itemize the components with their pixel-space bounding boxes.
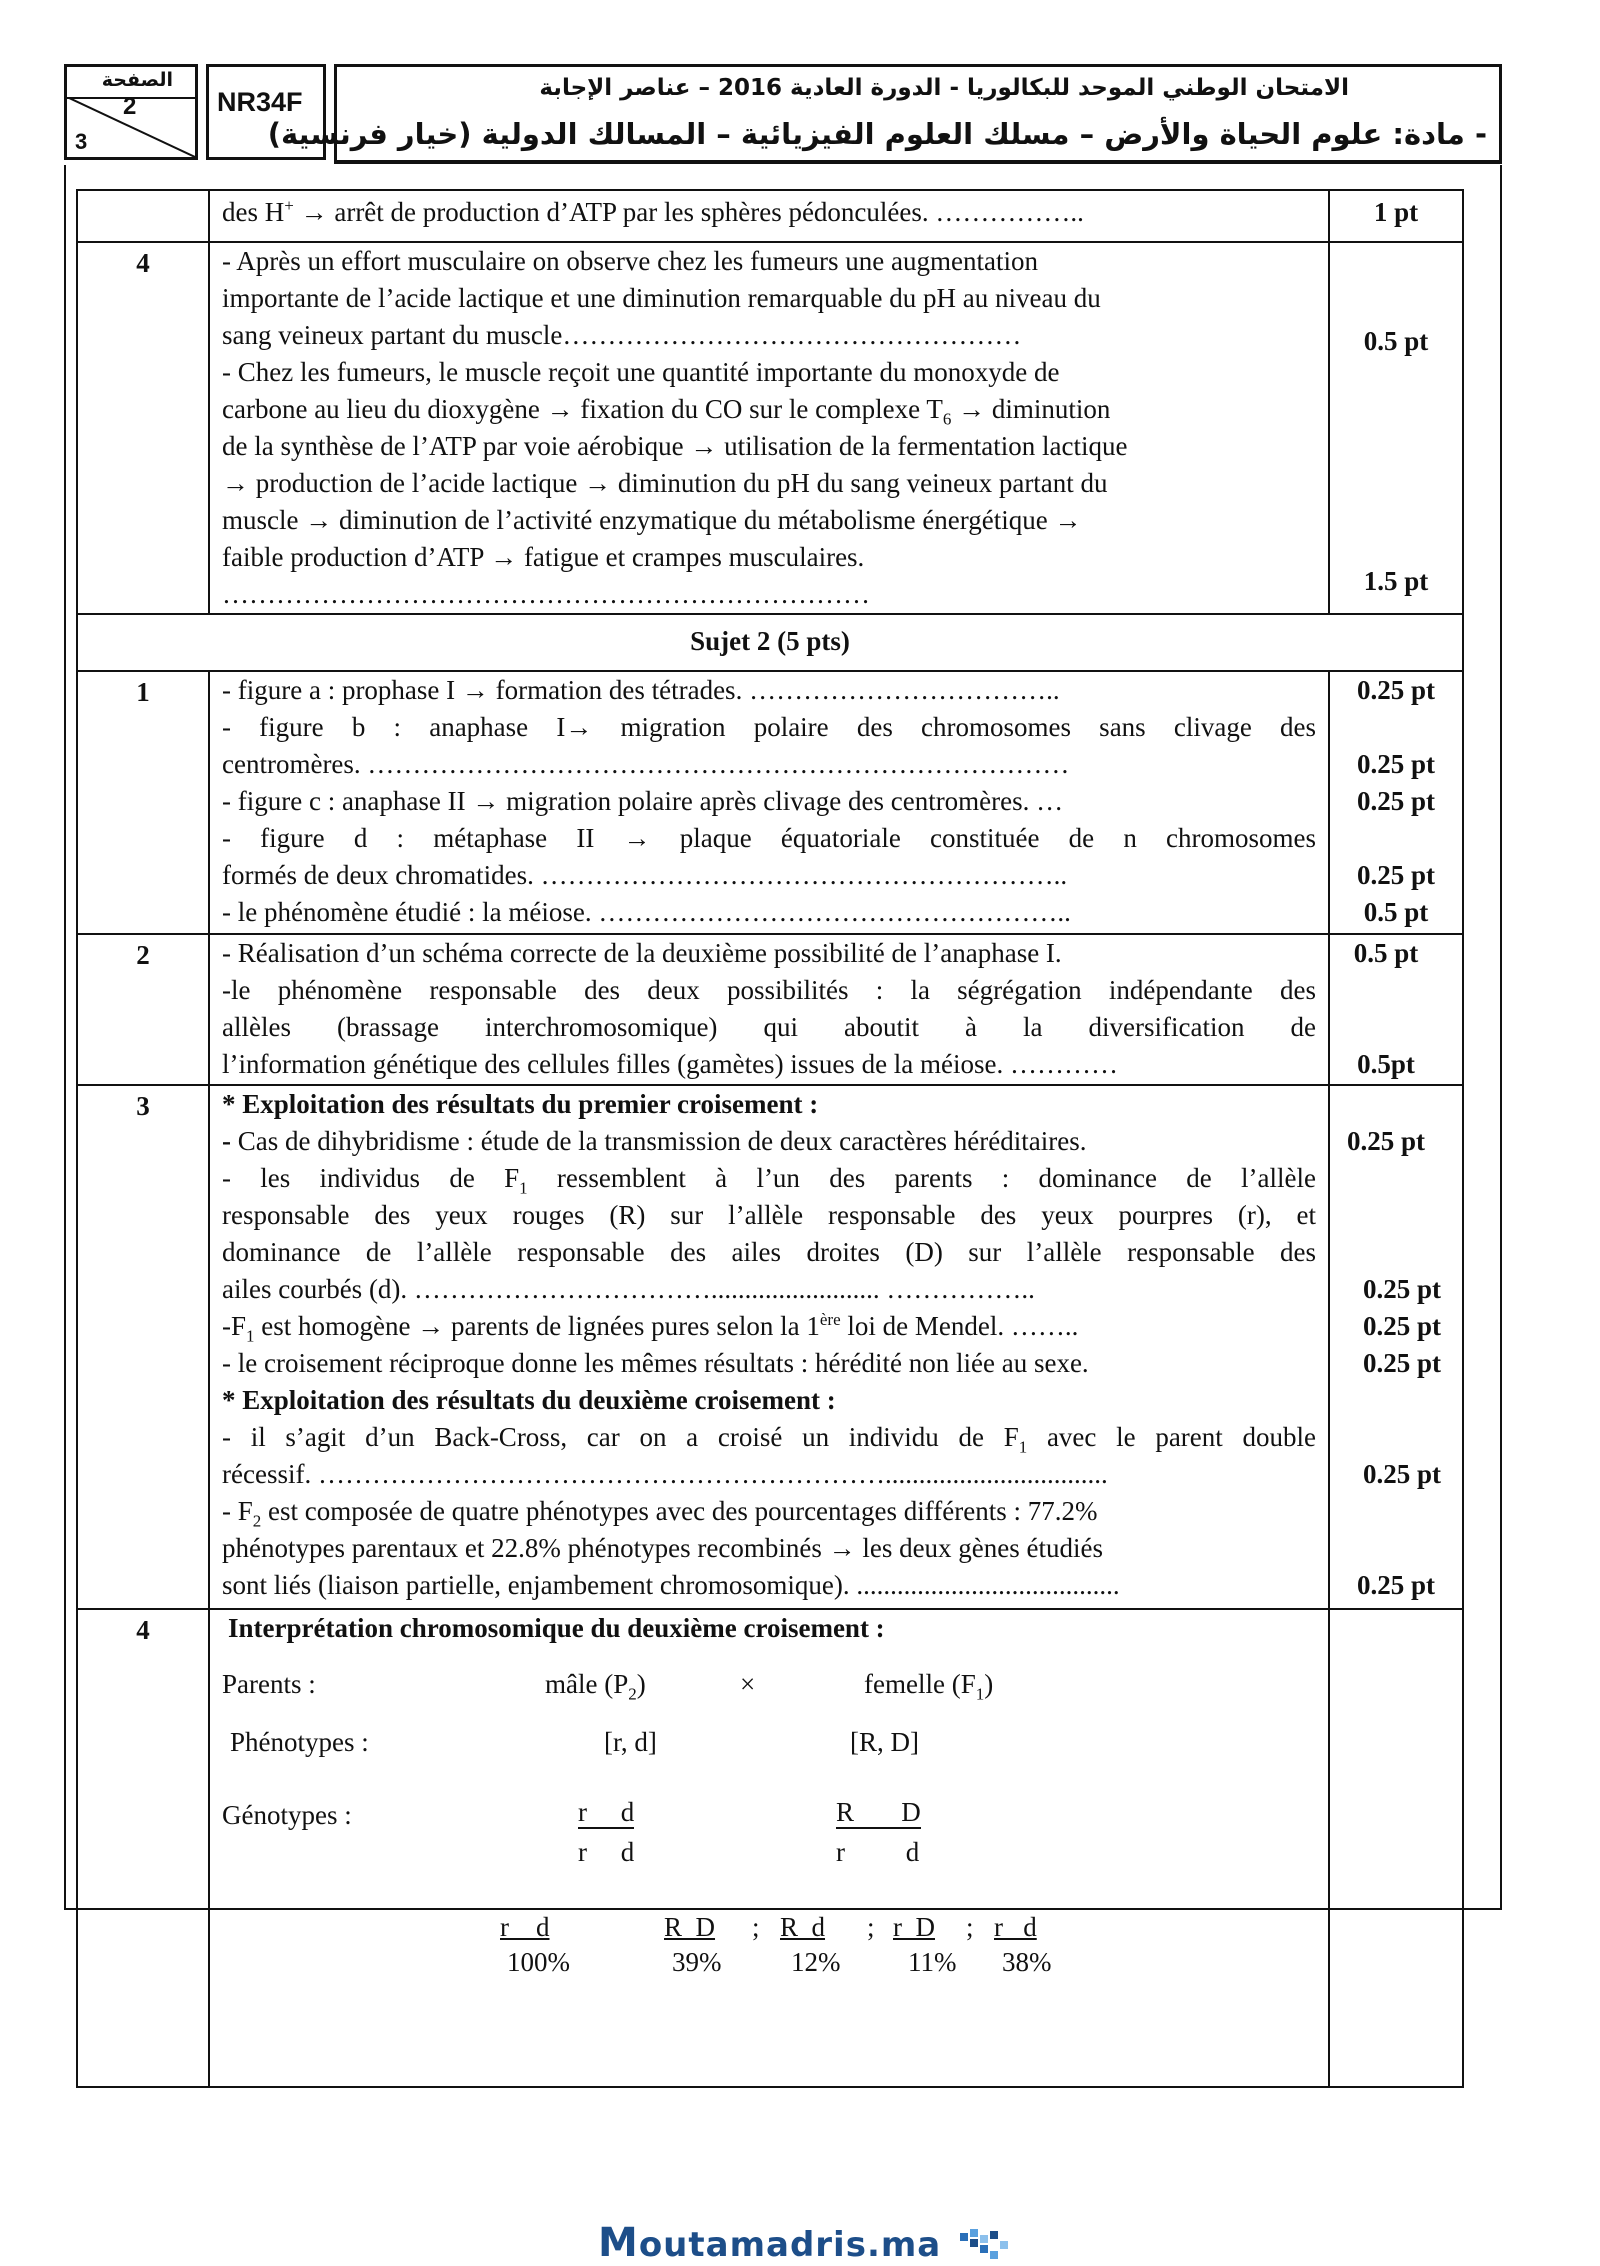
exam-code: NR34F bbox=[217, 87, 303, 117]
points-cell: 0.25 pt 0.25 pt 0.25 pt 0.25 pt 0.5 pt bbox=[1329, 671, 1463, 934]
question-number: 2 bbox=[77, 934, 209, 1085]
genotype-male-top: r d bbox=[578, 1797, 635, 1827]
answer-text: - Réalisation d’un schéma correcte de la deuxième possibilité de l’anaphase I. -le phénomène responsable des deux possibilités : la ségrégation indépendante des allèles (brassage interchromosomique) qui aboutit à la diversification de l’information génétique des cellules filles (gamètes) issues de la méiose. ………… bbox=[209, 934, 1329, 1085]
genotype-female-bottom: r d bbox=[836, 1837, 920, 1867]
answer-text: - figure a : prophase I → formation des tétrades. …………………………….. - figure b : anaphase I→ migration polaire des chromosomes sans clivage des centromères. …………………………………………………………………… - figure c : anaphase II → migration polaire après clivage des centromères. … - figure d : métaphase II → plaque équatoriale constituée de n chromosomes formés de deux chromatides. ………………………………………………….. - le phénomène étudié : la méiose. …………………………………………….. bbox=[209, 671, 1329, 934]
table-row bbox=[77, 1609, 1463, 2087]
table-row bbox=[77, 242, 1463, 614]
points-cell: 0.25 pt 0.25 pt 0.25 pt 0.25 pt 0.25 pt 0.25 pt bbox=[1329, 1085, 1463, 1609]
page-total: 3 bbox=[75, 129, 88, 154]
chromosomal-interpretation: Interprétation chromosomique du deuxième croisement : Parents : mâle $(P_2)$ × femelle $(F_1)$ Phénotypes : [r, d] [R, D] Génotypes : r d r d R D r d r d 100% R D ; R d ; r D ; r d 39% 12% 11% 38% bbox=[222, 1613, 1052, 1977]
answer-text: * Exploitation des résultats du premier croisement : - Cas de dihybridisme : étude de la transmission de deux caractères héréditaires. - les individus de $F_1$ ressemblent à l’un des parents : dominance de l’allèle responsable des yeux rouges (R) sur l’allèle responsable des yeux pourpres (r), et dominance de l’allèle responsable des ailes droites (D) sur l’allèle responsable des ailes courbés (d). ……………………………......................... …………….. $-F_1$ est homogène → parents de lignées pures selon la 1ère loi de Mendel. …….. - le croisement réciproque donne les mêmes résultats : hérédité non liée au sexe. * Exploitation des résultats du deuxième croisement : - il s’agit d’un Back-Cross, car on a croisé un individu de $F_1$ avec le parent double récessif. ………………………………………………………................................. - $F_2$ est composée de quatre phénotypes avec des pourcentages différents : 77.2% phénotypes parentaux et 22.8% phénotypes recombinés → les deux gènes étudiés sont liés (liaison partielle, enjambement chromosomique). ....................................... bbox=[209, 1085, 1329, 1609]
gamete-3: r D bbox=[893, 1912, 935, 1942]
gamete-male: r d bbox=[500, 1912, 550, 1942]
points-cell: 1 pt bbox=[1329, 190, 1463, 242]
answer-table bbox=[76, 189, 1464, 2088]
question-number: 4 bbox=[77, 1609, 209, 2087]
gamete-4: r d bbox=[994, 1912, 1037, 1942]
question-number: 3 bbox=[77, 1085, 209, 1609]
genotype-female-top: R D bbox=[836, 1797, 921, 1827]
exam-title-line1: الامتحان الوطني الموحد للبكالوريا - الدورة العادية 2016 – عناصر الإجابة bbox=[539, 75, 1349, 101]
site-logo: Moutamadris.ma bbox=[598, 2220, 1008, 2266]
answer-text: - Après un effort musculaire on observe chez les fumeurs une augmentation importante de l’acide lactique et une diminution remarquable du pH au niveau du sang veineux partant du muscle…………………………………………… - Chez les fumeurs, le muscle reçoit une quantité importante du monoxyde de carbone au lieu du dioxygène → fixation du CO sur le complexe $T_6$ → diminution de la synthèse de l’ATP par voie aérobique → utilisation de la fermentation lactique → production de l’acide lactique → diminution du pH du sang veineux partant du muscle → diminution de l’activité enzymatique du métabolisme énergétique → faible production d’ATP → fatigue et crampes musculaires. ……………………………………………………………… bbox=[209, 242, 1329, 614]
points-cell bbox=[1329, 1609, 1463, 2087]
table-row bbox=[77, 190, 1463, 242]
table-row bbox=[77, 614, 1463, 671]
table-row bbox=[77, 671, 1463, 934]
page-number: 2 bbox=[123, 93, 137, 120]
question-number: 4 bbox=[77, 242, 209, 614]
question-number: 1 bbox=[77, 671, 209, 934]
page-header bbox=[64, 64, 1502, 164]
page-label: الصفحة bbox=[101, 69, 173, 91]
genotype-male-bottom: r d bbox=[578, 1837, 635, 1867]
gamete-1: R D bbox=[664, 1912, 716, 1942]
answer-text bbox=[209, 1609, 1329, 2087]
gamete-2: R d bbox=[780, 1912, 826, 1942]
section-heading: Sujet 2 (5 pts) bbox=[77, 614, 1463, 671]
exam-title-line2: - مادة: علوم الحياة والأرض – مسلك العلوم الفيزيائية – المسالك الدولية (خيار فرنسية) bbox=[267, 117, 1487, 151]
answer-text: des H+ → arrêt de production d’ATP par les sphères pédonculées. …………….. bbox=[209, 190, 1329, 242]
pixel-logo-icon bbox=[960, 2229, 1008, 2265]
points-cell: 0.5 pt 1.5 pt bbox=[1329, 242, 1463, 614]
exam-title-box bbox=[267, 64, 1502, 164]
page-indicator bbox=[64, 64, 198, 160]
table-row bbox=[77, 934, 1463, 1085]
points-cell: 0.5 pt 0.5pt bbox=[1329, 934, 1463, 1085]
table-row bbox=[77, 1085, 1463, 1609]
